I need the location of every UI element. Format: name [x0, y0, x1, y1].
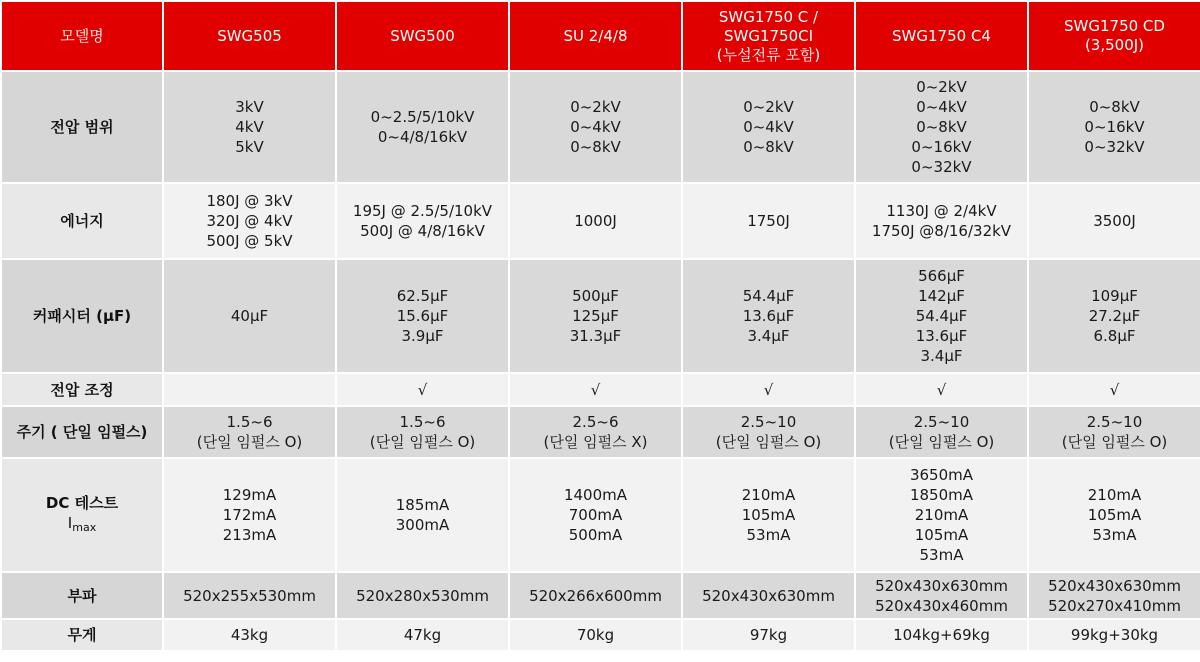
table-cell — [856, 620, 1027, 650]
table-cell — [337, 184, 508, 258]
cell-line: 1130J @ 2/4kV — [886, 202, 997, 220]
row-capacitor — [2, 260, 1200, 372]
header-swg1750cd — [1029, 2, 1200, 70]
cell-line: 0~4kV — [916, 98, 967, 116]
cell-line: 0~16kV — [911, 138, 972, 156]
table-cell — [337, 573, 508, 618]
table-cell — [1029, 184, 1200, 258]
cell-line: 129mA — [222, 486, 277, 504]
cell-line: 210mA — [914, 506, 969, 524]
cell-line: 1750J @8/16/32kV — [871, 222, 1012, 240]
cell-line: 300mA — [395, 516, 450, 534]
cell-line: 6.8μF — [1093, 327, 1136, 345]
cell-line: 2.5~6 — [572, 413, 619, 431]
check-cell — [337, 374, 508, 405]
table-cell — [510, 184, 681, 258]
cell-line: 1000J — [574, 212, 617, 230]
row-voltage-range — [2, 72, 1200, 182]
check-cell — [1029, 374, 1200, 405]
row-label: 전압 범위 — [2, 72, 162, 182]
cell-line: 520x255x530mm — [183, 586, 316, 605]
check-mark: √ — [763, 380, 774, 399]
cell-line: 105mA — [914, 526, 969, 544]
check-mark: √ — [1109, 380, 1120, 399]
cell-line: 47kg — [403, 626, 442, 644]
table-cell — [856, 407, 1027, 457]
cell-line: 1400mA — [563, 486, 628, 504]
cell-line: (단일 임펄스 X) — [543, 433, 648, 451]
table-cell — [164, 184, 335, 258]
cell-line: 13.6μF — [742, 307, 795, 325]
table-cell — [164, 72, 335, 182]
header-line: SWG1750 C / — [718, 7, 819, 26]
cell-line: 500μF — [572, 287, 619, 305]
cell-line: 213mA — [222, 526, 277, 544]
cell-line: 3500J — [1093, 212, 1136, 230]
check-mark: √ — [417, 380, 428, 399]
header-swg505: SWG505 — [164, 2, 335, 70]
cell-line: 105mA — [741, 506, 796, 524]
table-cell — [1029, 260, 1200, 372]
cell-line: 520x430x630mm — [875, 576, 1008, 595]
header-line: SWG1750CI — [723, 26, 814, 45]
table-cell — [337, 620, 508, 650]
cell-line: 13.6μF — [915, 327, 968, 345]
cell-line: 0~2kV — [570, 98, 621, 116]
cell-line: 1750J — [747, 212, 790, 230]
table-cell — [1029, 573, 1200, 618]
cell-line: 142μF — [918, 287, 965, 305]
cell-line: 3650mA — [909, 466, 974, 484]
cell-line: 3kV — [235, 98, 264, 116]
header-swg1750c — [683, 2, 854, 70]
cell-line: 210mA — [1087, 486, 1142, 504]
row-label: 무게 — [2, 620, 162, 650]
table-cell — [164, 407, 335, 457]
table-cell — [683, 184, 854, 258]
cell-line: 185mA — [395, 496, 450, 514]
cell-line: 40μF — [230, 307, 269, 325]
cell-line: 0~4/8/16kV — [377, 128, 468, 146]
table-cell — [337, 459, 508, 571]
cell-line: 210mA — [741, 486, 796, 504]
cell-line: 43kg — [230, 626, 269, 644]
table-cell — [856, 459, 1027, 571]
row-label: 부파 — [2, 573, 162, 618]
cell-line: 0~4kV — [743, 118, 794, 136]
cell-line: 97kg — [749, 626, 788, 644]
check-cell — [856, 374, 1027, 405]
cell-line: 5kV — [235, 138, 264, 156]
row-energy — [2, 184, 1200, 258]
row-size — [2, 573, 1200, 618]
cell-line: (단일 임펄스 O) — [715, 433, 822, 451]
cell-line: (단일 임펄스 O) — [369, 433, 476, 451]
cell-line: 500J @ 4/8/16kV — [360, 222, 485, 240]
table-cell — [1029, 459, 1200, 571]
row-label: 전압 조정 — [2, 374, 162, 405]
header-swg1750c4: SWG1750 C4 — [856, 2, 1027, 70]
cell-line: 99kg+30kg — [1070, 626, 1159, 644]
header-line: SWG1750 CD — [1064, 17, 1165, 35]
cell-line: (단일 임펄스 O) — [196, 433, 303, 451]
cell-line: 500mA — [568, 526, 623, 544]
cell-line: 3.9μF — [401, 327, 444, 345]
cell-line: (단일 임펄스 O) — [888, 433, 995, 451]
table-cell — [164, 459, 335, 571]
cell-line: 3.4μF — [920, 347, 963, 365]
header-line: (누설전류 포함) — [716, 45, 821, 64]
cell-line: 3.4μF — [747, 327, 790, 345]
table-cell — [1029, 620, 1200, 650]
table-cell — [683, 573, 854, 618]
cell-line: 180J @ 3kV — [206, 192, 293, 210]
row-weight — [2, 620, 1200, 650]
cell-line: 0~2kV — [743, 98, 794, 116]
cell-line: 2.5~10 — [1086, 413, 1143, 431]
table-cell — [510, 620, 681, 650]
cell-line: 0~8kV — [1089, 98, 1140, 116]
cell-line: 125μF — [572, 307, 619, 325]
table-cell — [683, 620, 854, 650]
table-cell — [510, 260, 681, 372]
cell-line: 2.5~10 — [913, 413, 970, 431]
table-cell — [164, 620, 335, 650]
header-model-label: 모델명 — [2, 2, 162, 70]
cell-line: 53mA — [746, 526, 791, 544]
table-cell — [164, 374, 335, 405]
cell-line: 0~8kV — [743, 138, 794, 156]
cell-line: 0~8kV — [570, 138, 621, 156]
check-mark: √ — [936, 380, 947, 399]
table-cell — [683, 459, 854, 571]
table-cell — [337, 260, 508, 372]
row-voltage-adjust — [2, 374, 1200, 405]
table-cell — [856, 72, 1027, 182]
cell-line: 54.4μF — [742, 287, 795, 305]
cell-line: 520x430x630mm — [1048, 576, 1181, 595]
cell-line: 15.6μF — [396, 307, 449, 325]
table-cell — [337, 72, 508, 182]
cell-line: 500J @ 5kV — [206, 232, 293, 250]
cell-line: 520x430x630mm — [702, 586, 835, 605]
cell-line: 4kV — [235, 118, 264, 136]
cell-line: 195J @ 2.5/5/10kV — [352, 202, 493, 220]
table-cell — [164, 573, 335, 618]
cell-line: 0~32kV — [911, 158, 972, 176]
header-su248: SU 2/4/8 — [510, 2, 681, 70]
header-line: (3,500J) — [1084, 36, 1145, 54]
cell-line: 700mA — [568, 506, 623, 524]
cell-line: 0~4kV — [570, 118, 621, 136]
cell-line: 70kg — [576, 626, 615, 644]
cell-line: 520x270x410mm — [1048, 596, 1181, 615]
cell-line: 2.5~10 — [740, 413, 797, 431]
cell-line: 1.5~6 — [226, 413, 273, 431]
table-cell — [510, 407, 681, 457]
check-cell — [683, 374, 854, 405]
cell-line: 62.5μF — [396, 287, 449, 305]
cell-line: 53mA — [919, 546, 964, 564]
cell-line: 0~32kV — [1084, 138, 1145, 156]
cell-line: 109μF — [1091, 287, 1138, 305]
cell-line: 104kg+69kg — [893, 626, 990, 644]
table-cell — [1029, 407, 1200, 457]
table-cell — [510, 459, 681, 571]
cell-line: 0~2kV — [916, 78, 967, 96]
cell-line: (단일 임펄스 O) — [1061, 433, 1168, 451]
cell-line: 0~16kV — [1084, 118, 1145, 136]
cell-line: 27.2μF — [1088, 307, 1141, 325]
cell-line: 0~8kV — [916, 118, 967, 136]
check-mark: √ — [590, 380, 601, 399]
table-cell — [510, 72, 681, 182]
table-cell — [510, 573, 681, 618]
row-label: 커패시터 (μF) — [2, 260, 162, 372]
header-swg500: SWG500 — [337, 2, 508, 70]
check-cell — [510, 374, 681, 405]
table-cell — [856, 260, 1027, 372]
cell-line: 54.4μF — [915, 307, 968, 325]
table-cell — [856, 184, 1027, 258]
table-cell — [1029, 72, 1200, 182]
row-label: 주기 ( 단일 임펄스) — [2, 407, 162, 457]
cell-line: 520x280x530mm — [356, 586, 489, 605]
row-label: 에너지 — [2, 184, 162, 258]
cell-line: 1.5~6 — [399, 413, 446, 431]
row-cycle — [2, 407, 1200, 457]
table-cell — [683, 72, 854, 182]
table-cell — [856, 573, 1027, 618]
cell-line: 320J @ 4kV — [206, 212, 293, 230]
cell-line: 566μF — [918, 267, 965, 285]
table-cell — [164, 260, 335, 372]
cell-line: 0~2.5/5/10kV — [370, 108, 475, 126]
cell-line: 105mA — [1087, 506, 1142, 524]
cell-line: 520x266x600mm — [529, 586, 662, 605]
row-dc-test — [2, 459, 1200, 571]
cell-line: 520x430x460mm — [875, 596, 1008, 615]
table-cell — [683, 260, 854, 372]
row-label: DC 테스트 $I_{max}$ — [2, 459, 162, 571]
cell-line: 31.3μF — [569, 327, 622, 345]
cell-line: 53mA — [1092, 526, 1137, 544]
header-row — [2, 2, 1200, 70]
table-cell — [337, 407, 508, 457]
cell-line: 1850mA — [909, 486, 974, 504]
table-cell — [683, 407, 854, 457]
cell-line: 172mA — [222, 506, 277, 524]
